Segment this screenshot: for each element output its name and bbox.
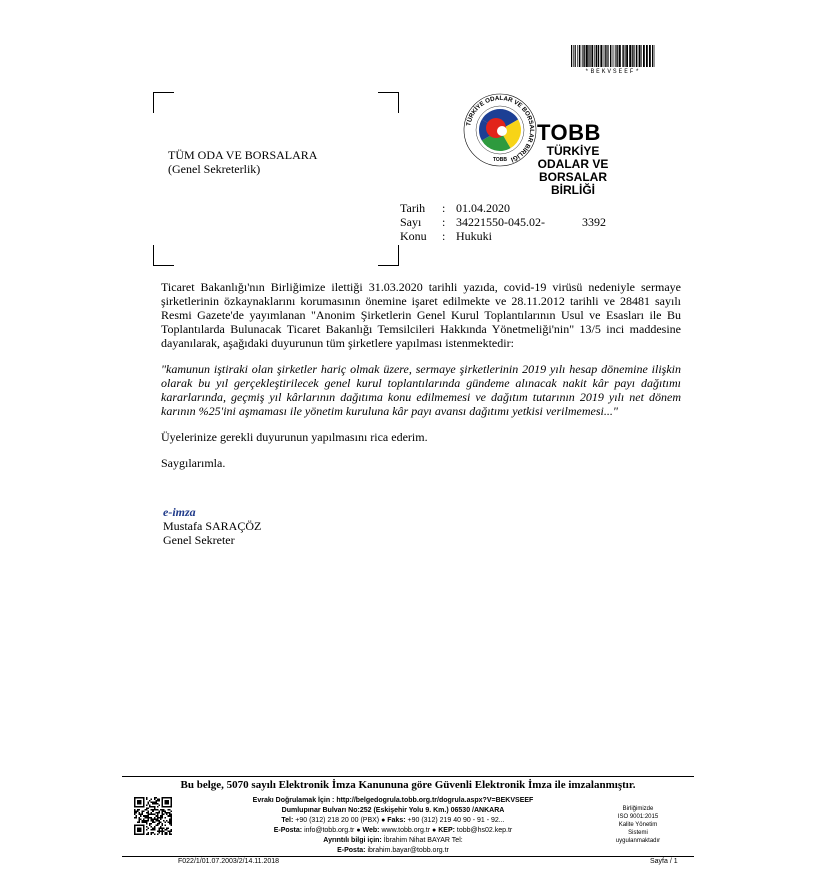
barcode-image <box>571 45 655 67</box>
qr-code-image <box>134 797 172 835</box>
signatory-name: Mustafa SARAÇÖZ <box>163 519 262 533</box>
logo-ring-text: TÜRKİYE <box>465 100 486 127</box>
signature-block <box>163 505 261 547</box>
meta-colon: : <box>442 201 446 215</box>
iso-line: Sistemi <box>628 830 648 836</box>
fax-value: +90 (312) 219 40 90 - 91 - 92... <box>407 817 505 824</box>
meta-subject-value: Hukuki <box>456 229 492 243</box>
recipient-block <box>168 148 317 176</box>
e-signature-mark: e-imza <box>163 505 196 519</box>
logo-name: TOBB <box>537 120 601 145</box>
footer-divider <box>122 776 694 777</box>
iso-certification-note <box>606 805 670 845</box>
address-window-corner <box>378 92 399 113</box>
meta-colon: : <box>442 215 446 229</box>
meta-number-row <box>400 215 545 229</box>
logo-full-line: BİRLİĞİ <box>551 183 595 197</box>
iso-line: uygulanmaktadır <box>615 838 661 844</box>
fax-label: ● Faks: <box>381 817 406 824</box>
form-code: F022/1/01.07.2003/2/14.11.2018 <box>178 858 280 865</box>
kep-value[interactable]: tobb@hs02.kep.tr <box>456 827 513 834</box>
letter-closing: Saygılarımla. <box>161 456 226 470</box>
letter-paragraph: Üyelerinize gerekli duyurunun yapılmasını rica ederim. <box>161 430 428 444</box>
page-number: Sayfa / 1 <box>650 858 678 865</box>
address-window-corner <box>378 245 399 266</box>
address-window-corner <box>153 92 174 113</box>
address-window-corner <box>153 245 174 266</box>
email-label: E-Posta: <box>273 827 303 834</box>
meta-number-label: Sayı <box>400 215 422 229</box>
meta-date-value: 01.04.2020 <box>456 201 510 215</box>
letter-paragraph: Ticaret Bakanlığı'nın Birliğimize ilettiği 31.03.2020 tarihli yazıda, covid-19 virüsü nedeniyle sermaye şirketlerinin özkaynaklarını korumasının önemine işaret edilmekte ve 28.11.2012 tarihli ve 28481 sayılı Resmi Gazete'de yayımlanan "Anonim Şirketlerin Genel Kurul Toplantılarının Usul ve Esasları ile Bu Toplantılarda Bulunacak Ticaret Bakanlığı Temsilcileri Hakkında Yönetmeliği'nin" 13/5 inci maddesine dayanılarak, aşağıdaki duyurunun tüm şirketlere yapılması istenmektedir: <box>161 280 681 350</box>
footer-address: Dumlupınar Bulvarı No:252 (Eskişehir Yolu 9. Km.) 06530 /ANKARA <box>281 807 505 814</box>
recipient-department: (Genel Sekreterlik) <box>168 162 261 176</box>
contact-label: Ayrıntılı bilgi için: <box>323 837 382 844</box>
logo-full-line: TÜRKİYE <box>546 144 600 158</box>
letter-body <box>161 280 681 482</box>
signatory-title: Genel Sekreter <box>163 533 235 547</box>
iso-line: Kalite Yönetim <box>618 822 658 828</box>
logo-ring-text: BİRLİĞİ <box>509 142 532 163</box>
recipient-name: TÜM ODA VE BORSALARA <box>168 148 318 162</box>
contact-email-value[interactable]: ibrahim.bayar@tobb.org.tr <box>367 847 449 854</box>
meta-number-extra: 3392 <box>582 215 606 229</box>
web-link[interactable]: www.tobb.org.tr <box>381 827 431 834</box>
email-value[interactable]: info@tobb.org.tr <box>304 827 355 834</box>
meta-subject-label: Konu <box>400 229 427 243</box>
logo-full-line: ODALAR VE BORSALAR <box>537 157 609 184</box>
iso-line: Birliğimizde <box>622 806 654 812</box>
meta-subject-row <box>400 229 545 243</box>
contact-email-label: E-Posta: <box>337 847 366 854</box>
kep-label: ● KEP: <box>432 827 455 834</box>
tel-value: +90 (312) 218 20 00 (PBX) <box>295 817 380 824</box>
document-meta <box>400 201 606 243</box>
contact-value: İbrahim Nihat BAYAR Tel: <box>383 837 463 844</box>
meta-date-row <box>400 201 545 215</box>
logo-ring-text: ODALAR VE BORSALAR <box>484 94 536 144</box>
letter-quote: "kamunun iştiraki olan şirketler hariç olmak üzere, sermaye şirketlerinin 2019 yılı hesap dönemine ilişkin olarak bu yıl gerçekleştirilecek genel kurul toplantılarında gündeme alınacak nakit kâr payı dağıtımı kararlarında, geçmiş yıl kârlarının dağıtıma konu edilmemesi ve dağıtım tutarının 2019 yılı net dönem karının %25'ini aşmaması ile yönetim kuruluna kâr payı avansı dağıtımı yetkisi verilmemesi..." <box>161 362 681 418</box>
verify-link[interactable]: http://belgedogrula.tobb.org.tr/dogrula.aspx?V=BEKVSEEF <box>336 797 534 804</box>
meta-date-label: Tarih <box>400 201 426 215</box>
tel-label: Tel: <box>281 817 294 824</box>
footer-title: Bu belge, 5070 sayılı Elektronik İmza Kanununa göre Güvenli Elektronik İmza ile imzalanmıştır. <box>180 779 636 791</box>
verify-label: Evrakı Doğrulamak İçin : <box>252 797 335 804</box>
meta-number-value: 34221550-045.02- <box>456 215 545 229</box>
logo-full-name <box>508 145 638 197</box>
meta-colon: : <box>442 229 446 243</box>
barcode-text: *BEKVSEEF* <box>584 68 641 75</box>
footer-contact-info <box>178 796 608 856</box>
web-label: ● Web: <box>356 827 380 834</box>
logo-ring-bottom: TOBB <box>492 157 508 163</box>
footer-bottom-divider <box>122 856 694 857</box>
iso-line: ISO 9001:2015 <box>617 814 659 820</box>
